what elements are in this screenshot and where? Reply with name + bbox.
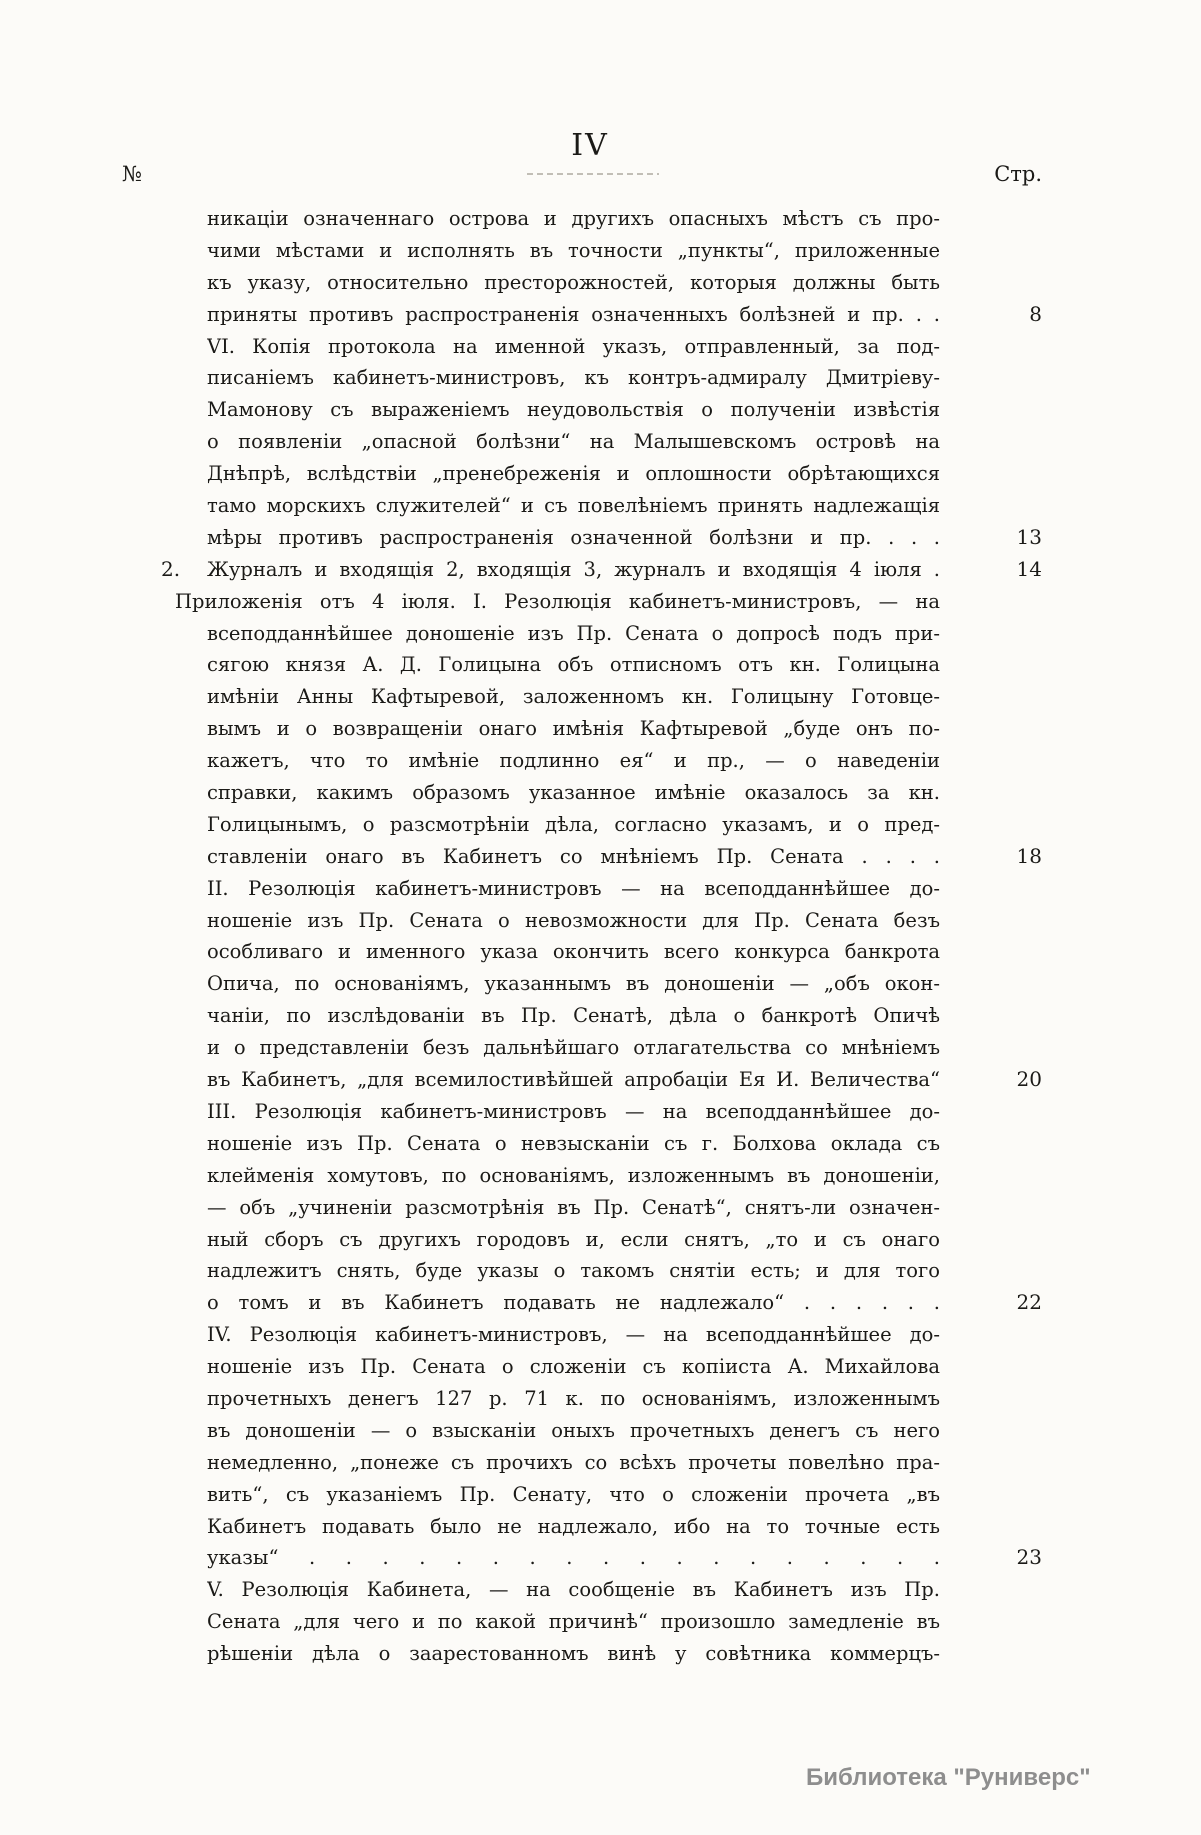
toc-line: [0, 554, 1201, 586]
entry-text: ношеніе изъ Пр. Сената о невзысканіи съ г. Болхова оклада съ: [207, 1131, 940, 1155]
entry-text: мѣры противъ распространенія означенной болѣзни и пр. . . .: [207, 525, 940, 549]
entry-text: никаціи означеннаго острова и другихъ опасныхъ мѣстъ съ про-: [207, 207, 940, 230]
entry-text: въ Кабинетъ, „для всемилостивѣйшей апробаціи Ея И. Величества“: [207, 1068, 940, 1092]
page-number: 22: [1016, 1290, 1042, 1315]
number-column-header: №: [122, 162, 142, 186]
toc-line: [0, 586, 1201, 618]
toc-line: [0, 1160, 1201, 1192]
toc-line: [0, 1542, 1201, 1574]
entry-text: къ указу, относительно престорожностей, которыя должны быть: [207, 270, 940, 294]
page-number: 20: [1016, 1067, 1042, 1092]
toc-line: [0, 905, 1201, 937]
entry-text: и о представленіи безъ дальнѣйшаго отлагательства со мнѣніемъ: [207, 1036, 940, 1060]
entry-text: вымъ и о возвращеніи онаго имѣнія Кафтыревой „буде онъ по-: [207, 717, 940, 741]
entry-text: VI. Копія протокола на именной указъ, отправленный, за под-: [207, 334, 940, 358]
toc-line: [0, 809, 1201, 841]
entry-text: V. Резолюція Кабинета, — на сообщеніе въ Кабинетъ изъ Пр.: [207, 1578, 940, 1602]
entry-text: Сената „для чего и по какой причинѣ“ произошло замедленіе въ: [207, 1610, 940, 1634]
entry-text: ношеніе изъ Пр. Сената о невозможности для Пр. Сената безъ: [207, 908, 940, 932]
entry-text: въ доношеніи — о взысканіи оныхъ прочетныхъ денегъ съ него: [207, 1418, 940, 1442]
entry-text: клейменія хомутовъ, по основаніямъ, изложеннымъ въ доношеніи,: [207, 1163, 940, 1187]
entry-text: прочетныхъ денегъ 127 р. 71 к. по основаніямъ, изложеннымъ: [207, 1386, 940, 1410]
entry-text: тамо морскихъ служителей“ и съ повелѣніемъ принять надлежащія: [207, 494, 940, 518]
entry-text: Опича, по основаніямъ, указаннымъ въ доношеніи — „объ окон-: [207, 972, 940, 996]
toc-line: [0, 1415, 1201, 1447]
header-divider: [527, 173, 659, 175]
toc-line: [0, 1224, 1201, 1256]
library-watermark: Библиотека "Руниверс": [806, 1764, 1091, 1791]
toc-line: [0, 362, 1201, 394]
toc-line: [0, 203, 1201, 235]
toc-line: [0, 873, 1201, 905]
toc-line: [0, 713, 1201, 745]
entry-text: рѣшеніи дѣла о заарестованномъ винѣ у совѣтника коммерцъ-: [207, 1642, 940, 1666]
entry-text: всеподданнѣйшее доношеніе изъ Пр. Сената о допросѣ подъ при-: [207, 621, 940, 645]
toc-line: [0, 1319, 1201, 1351]
entry-text: — объ „учиненіи разсмотрѣнія въ Пр. Сенатѣ“, снятъ-ли означен-: [207, 1195, 940, 1219]
entry-text: Журналъ и входящія 2, входящія 3, журналъ и входящія 4 іюля .: [207, 557, 940, 581]
toc-line: [0, 299, 1201, 331]
page-number: 8: [1029, 301, 1042, 326]
entry-text: Мамонову съ выраженіемъ неудовольствія о полученіи извѣстія: [207, 398, 940, 422]
page-number: 14: [1016, 556, 1042, 581]
toc-line: [0, 1032, 1201, 1064]
entry-text: ставленіи онаго въ Кабинетъ со мнѣніемъ Пр. Сената . . . .: [207, 844, 940, 868]
toc-line: [0, 1192, 1201, 1224]
table-of-contents: [0, 203, 1201, 1670]
entry-text: особливаго и именного указа окончить всего конкурса банкрота: [207, 940, 940, 964]
entry-text: ный сборъ съ другихъ городовъ и, если снятъ, „то и съ онаго: [207, 1227, 940, 1251]
entry-text: о томъ и въ Кабинетъ подавать не надлежало“ . . . . . .: [207, 1291, 940, 1315]
toc-line: [0, 841, 1201, 873]
entry-text: сягою князя А. Д. Голицына объ отписномъ отъ кн. Голицына: [207, 653, 940, 677]
entry-text: II. Резолюція кабинетъ-министровъ — на всеподданнѣйшее до-: [207, 876, 940, 900]
toc-line: [0, 1574, 1201, 1606]
toc-line: [0, 1000, 1201, 1032]
toc-line: [0, 1383, 1201, 1415]
toc-line: [0, 1287, 1201, 1319]
toc-line: [0, 394, 1201, 426]
page-number: 18: [1016, 843, 1042, 868]
entry-text: Голицынымъ, о разсмотрѣніи дѣла, согласно указамъ, и о пред-: [207, 812, 940, 836]
toc-line: [0, 649, 1201, 681]
entry-text: кажетъ, что то имѣніе подлинно ея“ и пр., — о наведеніи: [207, 749, 940, 773]
toc-line: [0, 1351, 1201, 1383]
entry-text: Кабинетъ подавать было не надлежало, ибо на то точные есть: [207, 1514, 940, 1538]
toc-line: [0, 745, 1201, 777]
entry-text: IV. Резолюція кабинетъ-министровъ, — на всеподданнѣйшее до-: [207, 1323, 940, 1347]
toc-line: [0, 1064, 1201, 1096]
toc-line: [0, 235, 1201, 267]
toc-line: [0, 1479, 1201, 1511]
toc-line: [0, 331, 1201, 363]
entry-text: справки, какимъ образомъ указанное имѣніе оказалось за кн.: [207, 781, 940, 805]
page-roman-numeral: IV: [571, 128, 609, 163]
entry-text: чаніи, по изслѣдованіи въ Пр. Сенатѣ, дѣла о банкротѣ Опичѣ: [207, 1004, 940, 1028]
entry-text: немедленно, „понеже съ прочихъ со всѣхъ прочеты повелѣно пра-: [207, 1450, 940, 1474]
entry-text: указы“ . . . . . . . . . . . . . . . . . .: [207, 1546, 940, 1570]
toc-line: [0, 458, 1201, 490]
entry-text: чими мѣстами и исполнять въ точности „пункты“, приложенные: [207, 238, 940, 262]
entry-text: о появленіи „опасной болѣзни“ на Малышевскомъ островѣ на: [207, 430, 940, 454]
entry-text: III. Резолюція кабинетъ-министровъ — на всеподданнѣйшее до-: [207, 1099, 940, 1123]
entry-number: 2.: [161, 556, 181, 581]
toc-line: [0, 1511, 1201, 1543]
toc-line: [0, 490, 1201, 522]
page-column-header: Стр.: [994, 162, 1042, 186]
entry-text: ношеніе изъ Пр. Сената о сложеніи съ копіиста А. Михайлова: [207, 1355, 940, 1379]
entry-text: Днѣпрѣ, вслѣдствіи „пренебреженія и оплошности обрѣтающихся: [207, 462, 940, 486]
entry-text: Приложенія отъ 4 іюля. I. Резолюція кабинетъ-министровъ, — на: [175, 589, 940, 613]
toc-line: [0, 1255, 1201, 1287]
entry-text: приняты противъ распространенія означенныхъ болѣзней и пр. . .: [207, 302, 940, 326]
toc-line: [0, 777, 1201, 809]
toc-line: [0, 1096, 1201, 1128]
page-number: 23: [1016, 1545, 1042, 1570]
entry-text: вить“, съ указаніемъ Пр. Сенату, что о сложеніи прочета „въ: [207, 1482, 940, 1506]
toc-line: [0, 267, 1201, 299]
toc-line: [0, 936, 1201, 968]
entry-text: имѣніи Анны Кафтыревой, заложенномъ кн. Голицыну Готовце-: [207, 685, 940, 709]
toc-line: [0, 618, 1201, 650]
toc-line: [0, 426, 1201, 458]
toc-line: [0, 681, 1201, 713]
toc-line: [0, 522, 1201, 554]
toc-line: [0, 1447, 1201, 1479]
toc-line: [0, 968, 1201, 1000]
toc-line: [0, 1606, 1201, 1638]
entry-text: надлежитъ снять, буде указы о такомъ снятіи есть; и для того: [207, 1259, 940, 1283]
entry-text: писаніемъ кабинетъ-министровъ, къ контръ-адмиралу Дмитріеву-: [207, 366, 940, 390]
toc-line: [0, 1638, 1201, 1670]
toc-line: [0, 1128, 1201, 1160]
page-number: 13: [1016, 524, 1042, 549]
